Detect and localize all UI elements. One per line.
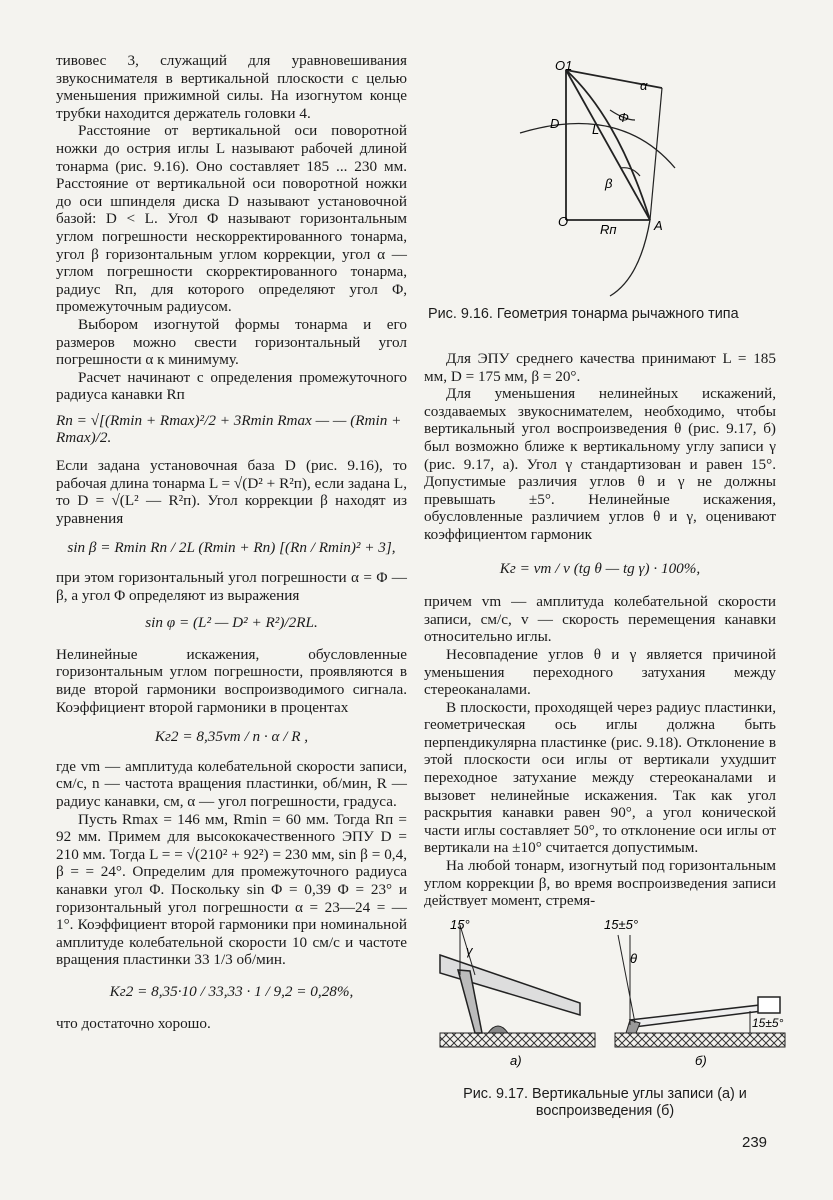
paragraph: Несовпадение углов θ и γ является причиной уменьшения переходного затухания между стереоканалами. [424, 645, 776, 699]
label-phi: Φ [618, 110, 629, 125]
paragraph: тивовес 3, служащий для уравновешивания звукоснимателя в вертикальной плоскости с целью уменьшения прижимной силы. На изогнутом конце трубки находится держатель головки 4. [56, 52, 407, 122]
paragraph: что достаточно хорошо. [56, 1014, 211, 1032]
label-15-deg: 15° [450, 917, 470, 932]
counterweight-b [758, 997, 780, 1013]
label-rp: Rп [600, 222, 617, 237]
paragraph: Для уменьшения нелинейных искажений, создаваемых звукоснимателем, необходимо, чтобы вертикальный угол воспроизведения θ (рис. 9.17, б) был возможно ближе к вертикальному углу записи γ (рис. 9.17, а). Угол γ стандартизован и равен 15°. Допустимые различия углов θ и γ не должны превышать ±5°. Нелинейные искажения, обусловленные различием углов θ и γ, оценивают коэффициентом гармоник [424, 385, 776, 543]
label-o1: O1 [555, 58, 573, 73]
paragraph: где vm — амплитуда колебательной скорости записи, см/с, n — частота вращения пластинки, об/мин, R — радиус канавки, см, α — угол погрешности, градуса. [56, 757, 407, 810]
label-15pm5-side: 15±5° [752, 1016, 784, 1030]
page-number: 239 [742, 1134, 768, 1151]
left-column [56, 52, 407, 1032]
paragraph: На любой тонарм, изогнутый под горизонтальным углом коррекции β, во время воспроизведения записи действует момент, стремя- [424, 857, 776, 910]
figure-9-17 [430, 915, 790, 1075]
figure-9-17-caption: Рис. 9.17. Вертикальные углы записи (а) и воспроизведения (б) [463, 1086, 747, 1119]
label-l: L [592, 122, 600, 137]
label-b-part: б) [695, 1053, 707, 1068]
label-beta: β [605, 176, 613, 191]
formula-rp: Rп = √[(Rmin + Rmax)²/2 + 3Rmin Rmax — — (Rmin + Rmax)/2. [56, 411, 402, 447]
label-a-part: а) [510, 1053, 522, 1068]
paragraph: Для ЭПУ среднего качества принимают L = 185 мм, D = 175 мм, β = 20°. [424, 350, 776, 385]
line-tangent [650, 88, 662, 220]
line-l [566, 70, 650, 220]
label-a: A [654, 218, 663, 233]
stylus-b [626, 1020, 640, 1033]
paragraph: Если задана установочная база D (рис. 9.16), то рабочая длина тонарма L = √(D² + R²п), если задана L, то D = √(L² — R²п). Угол коррекции β находят из уравнения [56, 457, 407, 527]
paragraph: Расчет начинают с определения промежуточного радиуса канавки Rп [56, 368, 407, 404]
label-15pm5-top: 15±5° [604, 917, 639, 932]
formula-kg2: Kг2 = 8,35vm / n · α / R , [154, 728, 309, 746]
paragraph: Нелинейные искажения, обусловленные горизонтальным углом погрешности, проявляются в виде второй гармоники воспроизводимого сигнала. Коэффициент второй гармоники в процентах [56, 645, 407, 716]
cutter-body-a [440, 955, 580, 1015]
record-surface-a [440, 1033, 595, 1047]
paragraph: Выбором изогнутой формы тонарма и его размеров можно свести горизонтальный угол погрешности α к минимуму. [56, 315, 407, 369]
formula-kg2-result: Kг2 = 8,35·10 / 33,33 · 1 / 9,2 = 0,28%, [109, 982, 354, 1000]
tonearm-b [630, 1005, 762, 1027]
paragraph: Расстояние от вертикальной оси поворотной ножки до острия иглы L называют рабочей длиной тонарма (рис. 9.16). Оно составляет 185 ... 230 мм. Расстояние от вертикальной оси поворотной ножки до оси шпинделя диска D называют установочной базой: D < L. Угол Φ называют горизонтальным углом погрешности нескорректированного тонарма, угол β горизонтальным углом коррекции, угол α — углом погрешности скорректированного тонарма, радиус Rп, для которого определяют угол Φ, промежуточным радиусом. [56, 122, 407, 316]
paragraph: причем vm — амплитуда колебательной скорости записи, см/с, v — скорость перемещения канавки относительно иглы. [424, 593, 776, 646]
formula-sin-beta: sin β = Rmin Rп / 2L (Rmin + Rп) [(Rп / Rmin)² + 3], [67, 539, 396, 557]
paragraph: при этом горизонтальный угол погрешности α = Φ — β, а угол Φ определяют из выражения [56, 569, 407, 604]
label-d: D [550, 116, 560, 131]
label-theta: θ [630, 951, 638, 966]
paragraph: В плоскости, проходящей через радиус пластинки, геометрическая ось иглы должна быть перпендикулярна пластинке (рис. 9.18). Отклонение в этой плоскости оси иглы от вертикали ухудшит переходное затухание между стереоканалами и вызовет нелинейные искажения. Так как угол раскрытия канавки равен 90°, а угол конической части иглы составляет 50°, то отклонение оси иглы от вертикали на ±10° считается допустимым. [424, 698, 776, 857]
right-column [424, 350, 776, 910]
figure-9-16-caption: Рис. 9.16. Геометрия тонарма рычажного типа [428, 306, 739, 322]
label-o: O [558, 214, 569, 229]
label-gamma: γ [466, 943, 473, 958]
formula-sin-phi: sin φ = (L² — D² + R²)/2RL. [145, 614, 318, 632]
angle-line-b [618, 935, 638, 1023]
formula-kg: Kг = vm / v (tg θ — tg γ) · 100%, [499, 559, 701, 577]
label-alpha: α [640, 78, 648, 93]
record-surface-b [615, 1033, 785, 1047]
paragraph: Пусть Rmax = 146 мм, Rmin = 60 мм. Тогда Rп = 92 мм. Примем для высококачественного ЭПУ D = 210 мм. Тогда L = = √(210² + 92²) = 230 мм, sin β = 0,4, β = = 24°. Определим для промежуточного радиуса канавки угол Φ. Поскольку sin Φ = 0,39 Φ = 23° и горизонтальный угол погрешности α = 23—24 = — 1°. Коэффициент второй гармоники при номинальной амплитуде колебательной скорости 10 см/с и частоте вращения пластинки 33 1/3 об/мин. [56, 810, 407, 969]
figure-9-16 [500, 48, 700, 298]
chip-a [488, 1026, 508, 1033]
